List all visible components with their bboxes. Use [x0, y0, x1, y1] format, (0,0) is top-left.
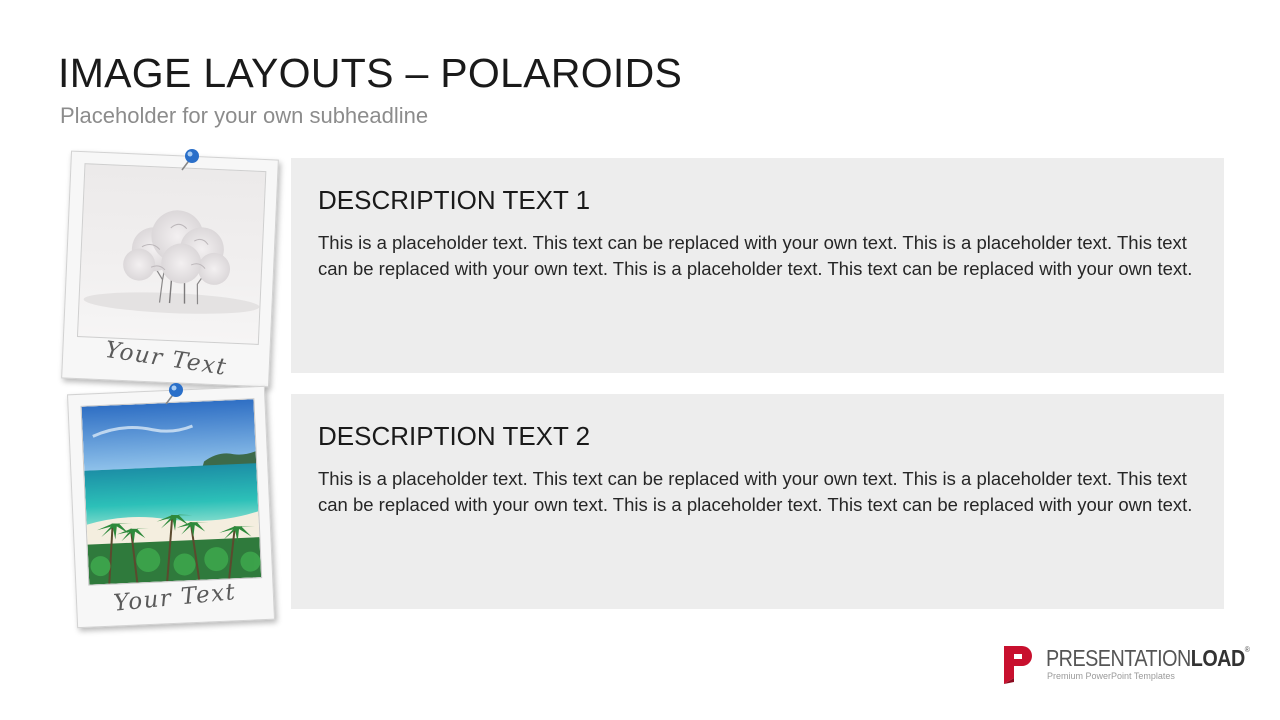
pushpin-icon — [160, 380, 190, 406]
polaroid-caption: Your Text — [103, 336, 229, 381]
polaroid-caption: Your Text — [112, 579, 238, 617]
polaroid-frame-1 — [61, 151, 279, 388]
description-heading: DESCRIPTION TEXT 2 — [318, 421, 591, 451]
logo-word-light: PRESENTATION — [1046, 645, 1191, 671]
presentationload-logo-icon — [1002, 644, 1034, 686]
logo-word-bold: LOAD — [1190, 645, 1245, 671]
description-panel-1 — [291, 158, 1224, 373]
page-subtitle: Placeholder for your own subheadline — [60, 103, 429, 128]
page-title: IMAGE LAYOUTS – POLAROIDS — [58, 50, 683, 96]
snowy-tree-photo — [77, 163, 266, 345]
logo-tagline: Premium PowerPoint Templates — [1047, 671, 1175, 681]
polaroid-frame-2 — [67, 386, 275, 628]
description-panel-2 — [291, 394, 1224, 609]
pushpin-icon — [176, 146, 206, 172]
description-body: This is a placeholder text. This text can be replaced with your own text. This is a placeholder text. This text can be replaced with your own text. This is a placeholder text. This text can be replaced with your own text. — [318, 468, 1193, 515]
description-body: This is a placeholder text. This text can be replaced with your own text. This is a placeholder text. This text can be replaced with your own text. This is a placeholder text. This text can be replaced with your own text. — [318, 232, 1193, 279]
presentationload-logo — [1002, 644, 1250, 688]
logo-wordmark — [1046, 645, 1249, 672]
description-heading: DESCRIPTION TEXT 1 — [318, 185, 591, 215]
logo-registered-mark: ® — [1244, 645, 1250, 654]
tropical-beach-photo — [81, 398, 263, 585]
